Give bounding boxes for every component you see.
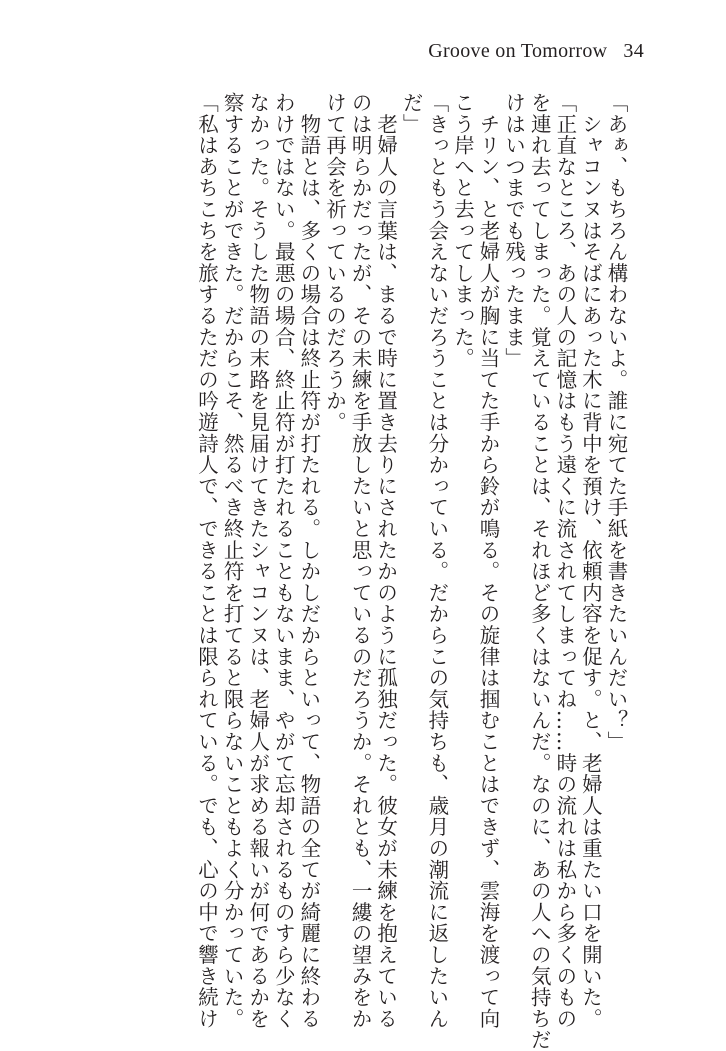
text-line: 「正直なところ、あの人の記憶はもう遠くに流されてしまってね……時の流れは私から多くのもの bbox=[552, 92, 577, 1030]
text-line: 老婦人の言葉は、まるで時に置き去りにされたかのように孤独だった。彼女が未練を抱えている bbox=[373, 92, 398, 1030]
text-line: のは明らかだったが、その未練を手放したいと思っているのだろうか。それとも、一縷の望みをか bbox=[348, 92, 373, 1030]
text-line: けて再会を祈っているのだろうか。 bbox=[322, 92, 347, 433]
text-line: だ」 bbox=[399, 92, 424, 135]
text-line: 物語とは、多くの場合は終止符が打たれる。しかしだからといって、物語の全てが綺麗に終わる bbox=[296, 92, 321, 1030]
text-line: 「私はあちこちを旅するただの吟遊詩人で、できることは限られている。でも、心の中で響き続け bbox=[194, 92, 219, 1030]
text-line: 「きっともう会えないだろうことは分かっている。だからこの気持ちも、歳月の潮流に返したいん bbox=[424, 92, 449, 1030]
book-title: Groove on Tomorrow bbox=[428, 40, 608, 62]
text-line: けはいつまでも残ったまま」 bbox=[501, 92, 526, 369]
text-line: こう岸へと去ってしまった。 bbox=[450, 92, 475, 369]
running-header bbox=[428, 40, 644, 63]
text-line: チリン、と老婦人が胸に当てた手から鈴が鳴る。その旋律は掴むことはできず、雲海を渡って向 bbox=[476, 92, 501, 1030]
vertical-text-body bbox=[193, 92, 628, 1051]
text-line: わけではない。最悪の場合、終止符が打たれることもないまま、やがて忘却されるものすら少なく bbox=[271, 92, 296, 1030]
text-line: 「あぁ、もちろん構わないよ。誰に宛てた手紙を書きたいんだい？」 bbox=[604, 92, 628, 753]
text-line: を連れ去ってしまった。覚えていることは、それほど多くはないんだ。なのに、あの人への気持ちだ bbox=[527, 92, 552, 1051]
page-number: 34 bbox=[623, 40, 644, 62]
text-line: 察することができた。だからこそ、然るべき終止符を打てると限らないこともよく分かっていた。 bbox=[220, 92, 245, 1030]
text-line: なかった。そうした物語の末路を見届けてきたシャコンヌは、老婦人が求める報いが何であるかを bbox=[245, 92, 270, 1030]
text-line: シャコンヌはそばにあった木に背中を預け、依頼内容を促す。と、老婦人は重たい口を開いた。 bbox=[578, 92, 603, 1030]
